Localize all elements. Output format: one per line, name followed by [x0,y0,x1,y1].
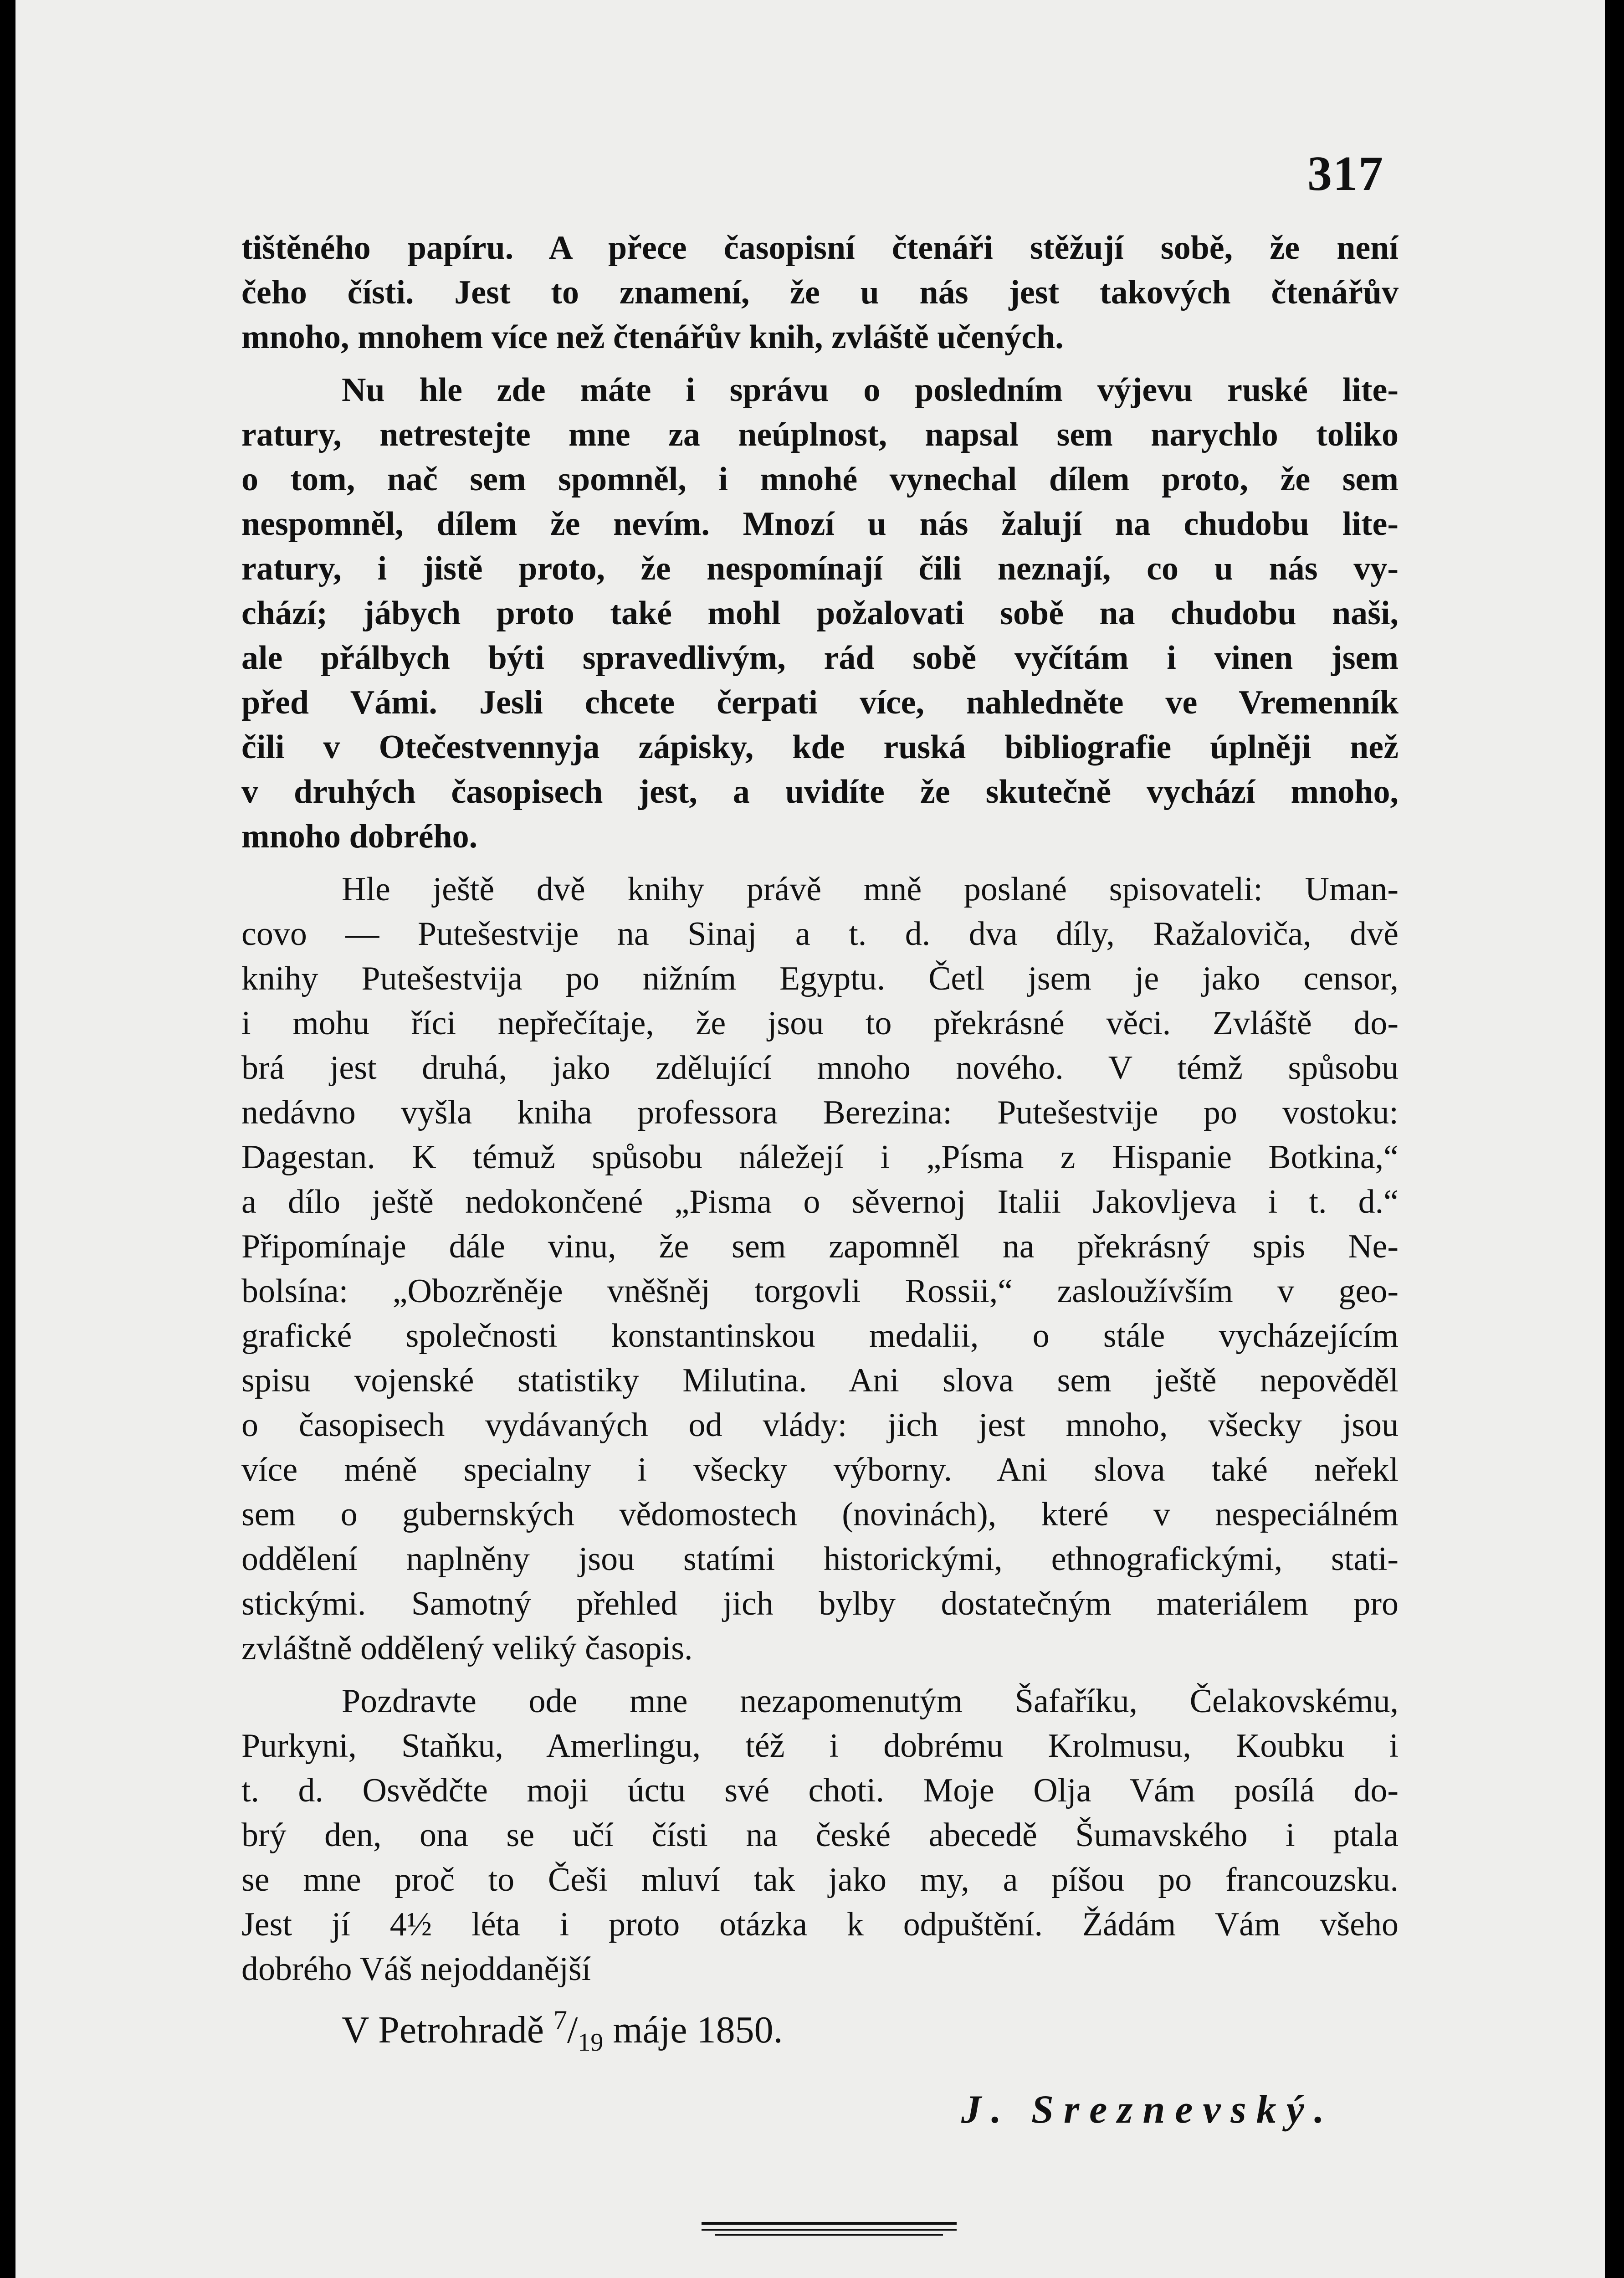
text-line: dobrého Váš nejoddanější [241,1950,591,1988]
text-line: brý den, ona se učí čísti na české abecedě Šumavského i ptala [241,1816,1399,1854]
text-line: knihy Putešestvija po nižním Egyptu. Četl jsem je jako censor, [241,960,1399,997]
text-line: Purkyni, Staňku, Amerlingu, též i dobrému Krolmusu, Koubku i [241,1727,1399,1765]
text-line: o časopisech vydávaných od vlády: jich jest mnoho, všecky jsou [241,1406,1399,1444]
text-line: Hle ještě dvě knihy právě mně poslané spisovateli: Uman- [342,871,1399,908]
text-line: ratury, netrestejte mne za neúplnost, napsal sem narychlo toliko [241,416,1399,453]
text-line: Připomínaje dále vinu, že sem zapomněl na překrásný spis Ne- [241,1228,1399,1265]
text-line: stickými. Samotný přehled jich bylby dostatečným materiálem pro [241,1585,1399,1622]
dateline-place: V Petrohradě [342,2009,544,2051]
date-numerator: 7 [553,2005,567,2035]
text-line: Nu hle zde máte i správu o posledním výjevu ruské lite- [342,371,1399,409]
text-line: mnoho, mnohem více než čtenářův knih, zvláště učených. [241,318,1064,356]
text-line: sem o gubernských vědomostech (novinách), které v nespeciálném [241,1496,1399,1533]
text-line: i mohu říci nepřečítaje, že jsou to překrásné věci. Zvláště do- [241,1005,1399,1042]
scan-edge-right [1605,0,1624,2278]
closing-rule [702,2229,957,2231]
dateline-rest: máje 1850. [613,2009,783,2051]
text-line: Jest jí 4½ léta i proto otázka k odpuštění. Žádám Vám všeho [241,1906,1399,1943]
text-line: a dílo ještě nedokončené „Pisma o sěvernoj Italii Jakovljeva i t. d.“ [241,1183,1399,1221]
text-line: chází; jábych proto také mohl požalovati sobě na chudobu naši, [241,595,1399,632]
paragraph-2 [241,368,1399,859]
text-line: zvláštně oddělený veliký časopis. [241,1630,693,1667]
signature: J. Sreznevský. [961,2088,1334,2132]
scan-edge-left [0,0,15,2278]
paragraph-4 [241,1679,1399,1991]
body-text [241,226,1399,1991]
closing-rule [715,2234,943,2236]
text-line: mnoho dobrého. [241,818,478,855]
paragraph-1 [241,226,1399,359]
text-line: nedávno vyšla kniha professora Berezina: Putešestvije po vostoku: [241,1094,1399,1131]
text-line: ratury, i jistě proto, že nespomínají čili neznají, co u nás vy- [241,550,1399,587]
text-line: tištěného papíru. A přece časopisní čtenáři stěžují sobě, že není [241,229,1399,267]
text-line: spisu vojenské statistiky Milutina. Ani slova sem ještě nepověděl [241,1362,1399,1399]
text-line: oddělení naplněny jsou statími historickými, ethnografickými, stati- [241,1540,1399,1578]
text-line: grafické společnosti konstantinskou medalii, o stále vycházejícím [241,1317,1399,1354]
dateline: V Petrohradě $^7/_{19}$ máje 1850. [342,2005,783,2057]
date-denominator: 19 [578,2028,604,2057]
text-line: více méně specialny i všecky výborny. Ani slova také neřekl [241,1451,1399,1488]
text-line: před Vámi. Jesli chcete čerpati více, nahledněte ve Vremenník [241,684,1399,721]
text-line: o tom, nač sem spomněl, i mnohé vynechal dílem proto, že sem [241,461,1399,498]
text-line: čili v Otečestvennyja zápisky, kde ruská bibliografie úplněji než [241,729,1399,766]
text-line: covo — Putešestvije na Sinaj a t. d. dva díly, Ražaloviča, dvě [241,915,1399,953]
text-line: čeho čísti. Jest to znamení, že u nás jest takových čtenářův [241,274,1399,311]
text-line: brá jest druhá, jako zdělující mnoho nového. V témž spůsobu [241,1049,1399,1087]
text-line: Dagestan. K témuž spůsobu náležejí i „Písma z Hispanie Botkina,“ [241,1139,1399,1176]
closing-rule [702,2222,957,2225]
text-line: Pozdravte ode mne nezapomenutým Šafaříku, Čelakovskému, [342,1683,1399,1720]
text-line: se mne proč to Češi mluví tak jako my, a píšou po francouzsku. [241,1861,1399,1898]
page-number: 317 [1307,147,1384,201]
text-line: nespomněl, dílem že nevím. Mnozí u nás žalují na chudobu lite- [241,505,1399,543]
text-line: v druhých časopisech jest, a uvidíte že skutečně vychází mnoho, [241,773,1399,811]
text-line: ale přálbych býti spravedlivým, rád sobě vyčítám i vinen jsem [241,639,1399,677]
text-line: bolsína: „Obozrěněje vněšněj torgovli Rossii,“ zasloužívším v geo- [241,1272,1399,1310]
paragraph-3 [241,867,1399,1671]
text-line: t. d. Osvědčte moji úctu své choti. Moje Olja Vám posílá do- [241,1772,1399,1809]
